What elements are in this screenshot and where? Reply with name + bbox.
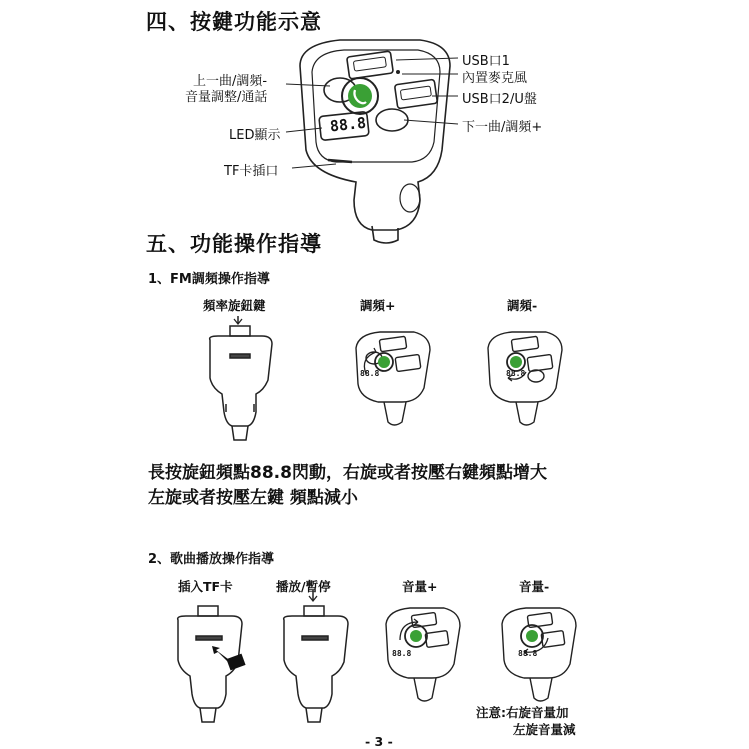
label-usb2: USB口2/U盤 xyxy=(462,92,537,107)
label-volume-call: 音量調整/通話 xyxy=(185,90,268,105)
music-subtitle: 2、歌曲播放操作指導 xyxy=(148,552,275,567)
label-next-track: 下一曲/調頻+ xyxy=(462,120,543,135)
tune-plus-label: 調頻+ xyxy=(360,298,396,313)
volume-plus-label: 音量+ xyxy=(402,579,438,594)
fm-subtitle: 1、FM調頻操作指導 xyxy=(148,272,270,287)
label-prev-track: 上一曲/調頻- xyxy=(193,74,268,89)
note-line1: 注意:右旋音量加 xyxy=(476,705,569,720)
music-led-minus: 88.8 xyxy=(518,649,538,658)
label-tf-slot: TF卡插口 xyxy=(224,164,279,179)
section4-title: 四、按鍵功能示意 xyxy=(146,10,322,34)
note-line2: 左旋音量減 xyxy=(513,722,576,737)
volume-minus-label: 音量- xyxy=(519,579,550,594)
music-led-plus: 88.8 xyxy=(392,649,412,658)
fm-description-line1: 長按旋鈕頻點88.8閃動，右旋或者按壓右鍵頻點增大 xyxy=(148,463,547,483)
label-usb1: USB口1 xyxy=(462,54,510,69)
label-led-display: LED顯示 xyxy=(229,128,281,143)
insert-tf-label: 插入TF卡 xyxy=(178,579,233,594)
knob-label: 頻率旋鈕鍵 xyxy=(203,298,266,313)
page-number: - 3 - xyxy=(365,734,393,749)
tune-minus-label: 調頻- xyxy=(507,298,538,313)
fm-led-minus: 88.8 xyxy=(506,369,526,378)
fm-description-line2: 左旋或者按壓左鍵 頻點減小 xyxy=(148,488,358,508)
section5-title: 五、功能操作指導 xyxy=(146,232,322,256)
label-mic: 內置麥克風 xyxy=(462,71,528,86)
play-pause-label: 播放/暫停 xyxy=(276,579,331,594)
main-led-value: 88.8 xyxy=(329,113,367,136)
fm-led-plus: 88.8 xyxy=(360,369,380,378)
